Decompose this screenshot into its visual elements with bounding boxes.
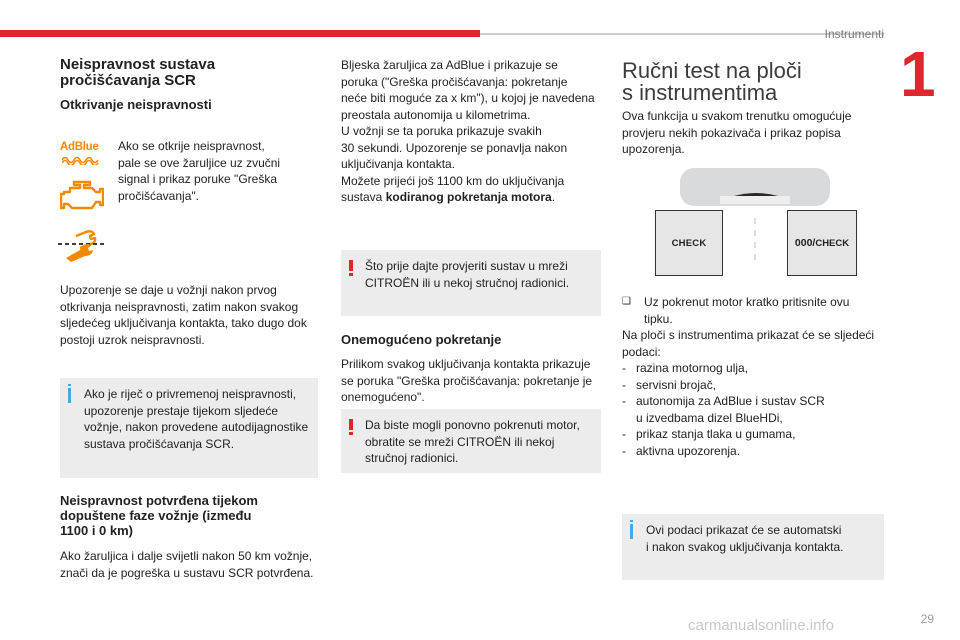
info-box-temporary: Ako je riječ o privremenoj neispravnosti, upozorenje prestaje tijekom sljedeće vožnje, nakon provedene autodijagnostike sustava pročišćavanja SCR. xyxy=(60,378,318,478)
confirmed-fault-title: Neispravnost potvrđena tijekom dopuštene faze vožnje (između 1100 i 0 km) xyxy=(60,493,258,538)
detection-text: Ako se otkrije neispravnost, pale se ove žaruljice uz zvučni signal i prikaz poruke "Greška pročišćavanja". xyxy=(118,139,281,203)
trip-check-button[interactable]: 000/ CHECK xyxy=(787,210,857,276)
chapter-number: 1 xyxy=(900,38,936,110)
start-disabled-text: Prilikom svakog uključivanja kontakta prikazuje se poruka "Greška pročišćavanja: pokretanje je onemogućeno". xyxy=(341,357,593,404)
exclamation-icon xyxy=(349,419,353,435)
section-name: Instrumenti xyxy=(824,27,884,41)
list-item: - autonomija za AdBlue i sustav SCR xyxy=(622,394,825,408)
list-item: - prikaz stanja tlaka u gumama, xyxy=(622,427,796,441)
manual-test-title: Ručni test na ploči s instrumentima xyxy=(622,58,802,105)
subtitle-detection: Otkrivanje neispravnosti xyxy=(60,97,212,112)
list-item: u izvedbama dizel BlueHDi, xyxy=(636,410,783,425)
check-button[interactable]: CHECK xyxy=(655,210,723,276)
adblue-warning-icon: AdBlue xyxy=(60,141,104,165)
flash-paragraph: Bljeska žaruljica za AdBlue i prikazuje se poruka ("Greška pročišćavanja: pokretanje neće biti moguće za x km"), u kojoj je navedena preostala autonomija u kilometrima. U vožnji se ta poruka prikazuje svakih 30 sekundi. Upozorenje se ponavlja nakon uključivanja kontakta. Možete prijeći još 1100 km do uključivanja sustava kodiranog pokretanja motora. xyxy=(341,58,595,204)
exclamation-icon xyxy=(349,260,353,276)
section-title-scr: Neispravnost sustava pročišćavanja SCR xyxy=(60,56,216,89)
display-list xyxy=(622,360,890,459)
info-icon xyxy=(630,524,633,539)
engine-warning-icon xyxy=(60,180,104,212)
arrow-bullet-icon: ❑ xyxy=(622,296,631,307)
list-item: - aktivna upozorenja. xyxy=(622,443,741,458)
list-item: - servisni brojač, xyxy=(622,377,717,392)
info-box-automatic: Ovi podaci prikazat će se automatski i nakon svakog uključivanja kontakta. xyxy=(622,514,884,580)
confirmed-fault-text: Ako žaruljica i dalje svijetli nakon 50 km vožnje, znači da je pogreška u sustavu SCR potvrđena. xyxy=(60,549,314,580)
warning-paragraph: Upozorenje se daje u vožnji nakon prvog otkrivanja neispravnosti, zatim nakon svakog sljedećeg uključivanja kontakta, tako dugo dok postoji uzrok neispravnosti. xyxy=(60,283,307,347)
instrument-panel-illustration xyxy=(648,166,862,282)
info-icon xyxy=(68,388,71,403)
watermark: carmanualsonline.info xyxy=(688,617,834,634)
press-step: ❑ Uz pokrenut motor kratko pritisnite ovu tipku. Na ploči s instrumentima prikazat će se sljedeći podaci: - razina motornog ulja, - servisni brojač, - autonomija za AdBlue i sustav SCR u izvedbama dizel BlueHDi, - prikaz stanja tlaka u gumama, - aktivna upozorenja. xyxy=(622,294,890,459)
header-red-bar xyxy=(0,30,480,37)
warning-box-restart: Da biste mogli ponovno pokrenuti motor, obratite se mreži CITROËN ili nekoj stručnoj radionici. xyxy=(341,409,601,473)
start-disabled-title: Onemogućeno pokretanje xyxy=(341,332,502,347)
service-wrench-icon xyxy=(58,228,106,262)
page-number: 29 xyxy=(920,612,934,626)
warning-box-check: Što prije dajte provjeriti sustav u mreži CITROËN ili u nekoj stručnoj radionici. xyxy=(341,250,601,316)
list-item: - razina motornog ulja, xyxy=(622,361,749,375)
manual-test-intro: Ova funkcija u svakom trenutku omogućuje provjeru nekih pokazivača i prikaz popisa upozorenja. xyxy=(622,109,852,156)
